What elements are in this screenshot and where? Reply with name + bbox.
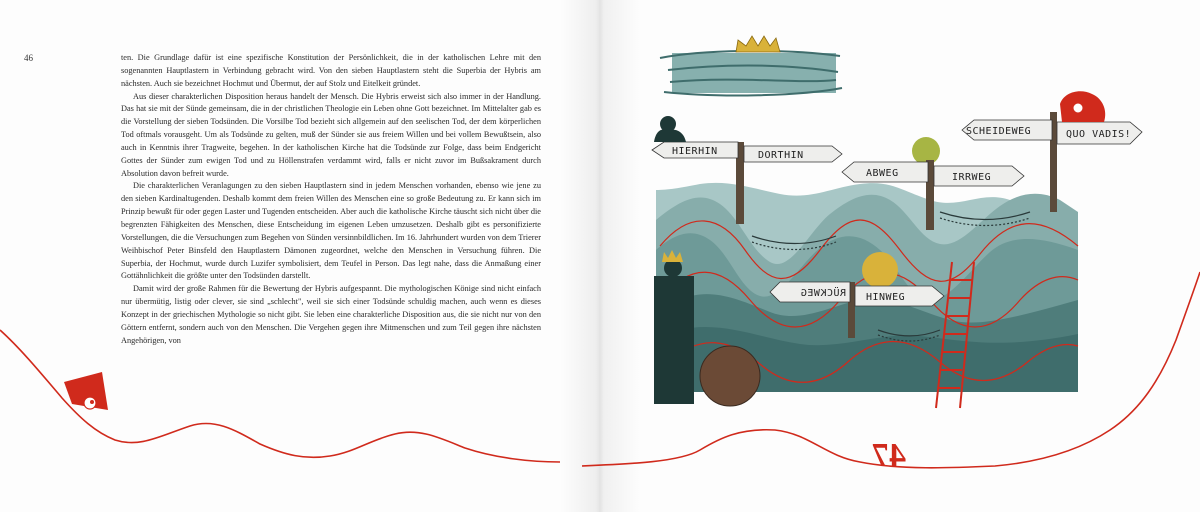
gold-ball xyxy=(862,252,898,288)
sign-quo-vadis xyxy=(1057,122,1142,144)
sign-abweg xyxy=(842,162,928,182)
paragraph-3: Die charakterlichen Veranlagungen zu den sieben Hauptlastern sind in jedem Menschen vorhanden, ebenso wie jene zu den sieben Kardinaltugenden. Deshalb kommt dem freien Willen des Menschen eine so große Bedeutung zu. Er kann sich im Prinzip bewußt für oder gegen Laster und Tugenden entscheiden. Aber auch die katholische Kirche täuscht sich nicht über die begrenzten Fähigkeiten des Menschen, diese Entscheidung im eigenen Leben umzusetzen. Deshalb gibt es personifizierte Vorstellungen, die die Versuchungen zum Begehen von Sünden versinnbildlichen. Im 16. Jahrhundert wurden von dem Trierer Weihbischof Peter Binsfeld den Hauptlastern Dämonen zugeordnet, welche den Menschen in Versuchung führen. Die Superbia, der Hochmut, wurde durch Luzifer symbolisiert, dem Teufel in Person. Das legt nahe, dass die Anmaßung einer Gottähnlichkeit die größte unter den Todsünden darstellt. xyxy=(121,181,541,281)
sign-hierhin xyxy=(652,142,738,158)
svg-text:RÜCKWEG: RÜCKWEG xyxy=(800,288,846,299)
svg-text:HIERHIN: HIERHIN xyxy=(672,146,718,157)
dark-tower xyxy=(654,276,694,404)
sign-scheideweg xyxy=(962,120,1052,140)
paragraph-1: ten. Die Grundlage dafür ist eine spezifische Konstitution der Persönlichkeit, die in der katholischen Lehre mit den sogenannten Hauptlastern in Verbindung gebracht wird. Von den sieben Hauptlastern steht die Superbia der Hybris am nächsten. Auch sie bezeichnet Hochmut und Übermut, der auf Stolz und Eitelkeit gründet. xyxy=(121,53,541,88)
svg-text:DORTHIN: DORTHIN xyxy=(758,150,804,161)
paragraph-2: Aus dieser charakterlichen Disposition heraus handelt der Mensch. Die Hybris erweist sich also immer in der Handlung. Das hat sie mit der Sünde gemeinsam, die in der christlichen Theologie ein Leben ohne Gott bezeichnet. Im Mittelalter gab es die Vorstellung der sieben Todsünden. Die Vorsilbe Tod bezieht sich allgemein auf den seelischen Tod, der dem körperlichen Tod oftmals vorausgeht. Um als Todsünde zu gelten, muß der Sünder sie aus freiem Willen und bei vollem Bewußtsein, also auch in Kenntnis ihrer Tragweite, begehen. In der katholischen Kirche hat die Todsünde zur Folge, dass beim Endgericht Gottes der Sünder zum ewigen Tod und zu Höllenstrafen verdammt wird, falls er nicht zuvor im Bußsakrament durch Absolution davon befreit wurde. xyxy=(121,91,541,178)
svg-text:HINWEG: HINWEG xyxy=(866,292,906,303)
sign-hinweg xyxy=(855,286,944,306)
signpost-3 xyxy=(962,91,1142,212)
left-page-number: 46 xyxy=(24,53,33,63)
sign-irrweg xyxy=(934,166,1024,186)
svg-text:QUO VADIS!: QUO VADIS! xyxy=(1066,129,1132,140)
sign-dorthin xyxy=(744,146,842,162)
svg-text:ABWEG: ABWEG xyxy=(866,168,899,179)
teal-cloud xyxy=(660,51,842,96)
paragraph-4: Damit wird der große Rahmen für die Bewertung der Hybris aufgespannt. Die mythologischen Könige sind nicht einfach nur übermütig, listig oder clever, sie sind „schlecht", weil sie sich einer Todsünde schuldig machen, auch wenn es dieses Konzept in der griechischen Mythologie so nicht gibt. Sie leben eine charakterliche Disposition aus, die sie nicht nur von den Göttern entfernt, sondern auch von den Menschen. Die Vergehen gegen ihre Mitmenschen und zum Teil gegen ihre nächsten Angehörigen, von xyxy=(121,284,541,345)
page-number-47: 47 xyxy=(872,437,906,474)
right-page-number-mirrored xyxy=(872,437,906,474)
brown-boulder xyxy=(700,346,760,406)
red-figure-right xyxy=(1060,91,1105,122)
svg-text:SCHEIDEWEG: SCHEIDEWEG xyxy=(966,126,1032,137)
svg-text:IRRWEG: IRRWEG xyxy=(952,172,992,183)
crown-icon xyxy=(736,36,780,52)
thinking-figure xyxy=(654,116,686,142)
red-figure-left xyxy=(64,372,108,410)
sign-ruckweg xyxy=(770,282,850,302)
